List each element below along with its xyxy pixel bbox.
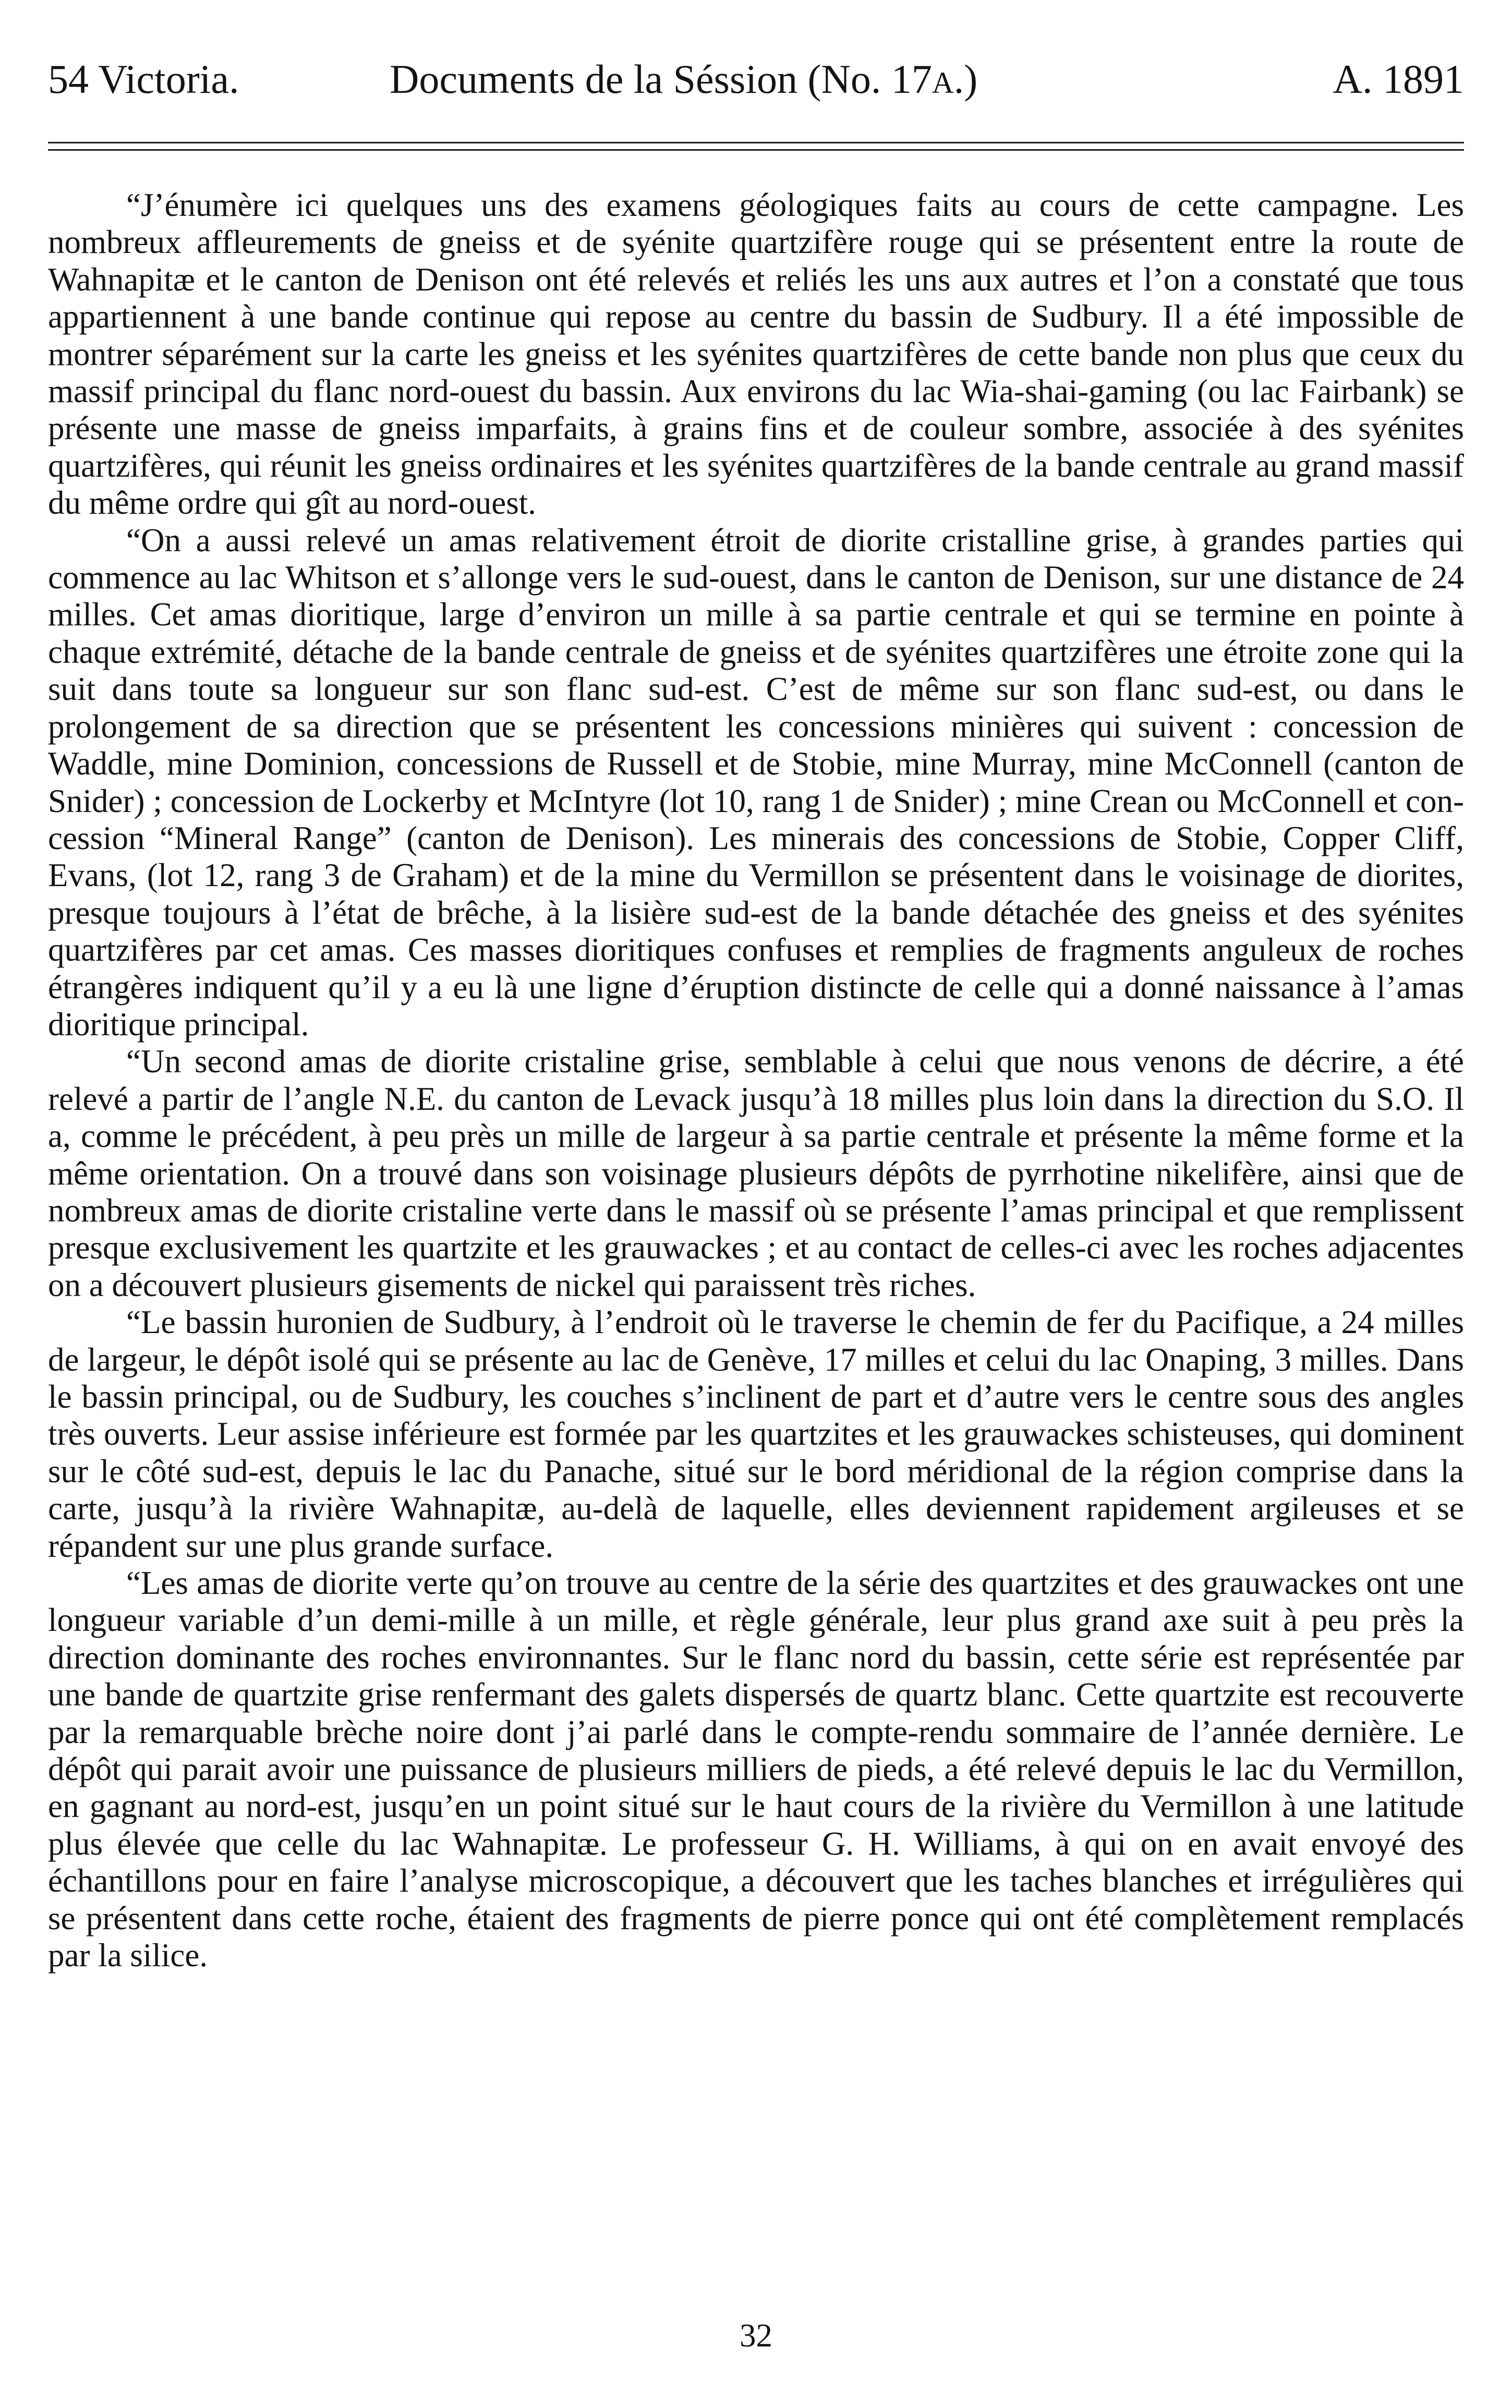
paragraph-second-diorite: “Un second amas de diorite cristaline grise, semblable à celui que nous venons de décrire, a été relevé a partir de l’angle N.E. du canton de Levack jusqu’à 18 milles plus loin dans la direction du S.O. Il a, comme le précédent, à peu près un mille de largeur à sa partie centrale et présente la même forme et la même orientation. On a trouvé dans son voisinage plusieurs dépôts de pyrrhotine nikelifère, ainsi que de nombreux amas de diorite cristaline verte dans le massif où se présente l’amas principal et que remplissent presque exclusivement les quartzite et les grauwackes ; et au contact de celles-ci avec les roches adjacentes on a découvert plusieurs gisements de nickel qui paraissent très riches. — [48, 1043, 1464, 1303]
header-volume: 54 Victoria. — [48, 56, 239, 102]
body-text — [48, 187, 1464, 1975]
paragraph-diorite-amas: “On a aussi relevé un amas relativement étroit de diorite cristalline grise, à grandes parties qui commence au lac Whitson et s’allonge vers le sud-ouest, dans le canton de Denison, sur une distance de 24 milles. Cet amas dioritique, large d’environ un mille à sa partie centrale et qui se termine en pointe à chaque extrémité, détache de la bande centrale de gneiss et de syénites quartzifères une étroite zone qui la suit dans toute sa longueur sur son flanc sud-est. C’est de même sur son flanc sud-est, ou dans le prolongement de sa direction que se présentent les concessions minières qui suivent : concession de Waddle, mine Dominion, concessions de Russell et de Stobie, mine Murray, mine McConnell (canton de Snider) ; concession de Lockerby et McIntyre (lot 10, rang 1 de Snider) ; mine Crean ou McConnell et concession “Mineral Range” (canton de Denison). Les minerais des concessions de Stobie, Copper Cliff, Evans, (lot 12, rang 3 de Graham) et de la mine du Vermillon se présentent dans le voisinage de diorites, presque toujours à l’état de brêche, à la lisière sud-est de la bande détachée des gneiss et des syénites quartzifères par cet amas. Ces masses dioritiques confuses et remplies de fragments anguleux de roches étrangères indiquent qu’il y a eu là une ligne d’éruption distincte de celle qui a donné naissance à l’amas dioritique principal. — [48, 522, 1464, 1043]
header-rule-bottom — [48, 149, 1464, 151]
header-title-close: .) — [953, 56, 978, 102]
header-title-smallcaps: A — [932, 66, 954, 100]
header-rule-top — [48, 142, 1464, 143]
header-title — [390, 48, 977, 114]
page-number: 32 — [740, 2317, 772, 2354]
paragraph-gneiss-syenite: “J’énumère ici quelques uns des examens géologiques faits au cours de cette campagne. Les nombreux affleurements de gneiss et de syénite quartzifère rouge qui se présentent entre la route de Wahnapitæ et le canton de Denison ont été relevés et reliés les uns aux autres et l’on a constaté que tous appartiennent à une bande continue qui repose au centre du bassin de Sudbury. Il a été impossible de montrer séparément sur la carte les gneiss et les syénites quartzifères de cette bande non plus que ceux du massif principal du flanc nord-ouest du bassin. Aux environs du lac Wia-shai-gaming (ou lac Fairbank) se présente une masse de gneiss imparfaits, à grains fins et de couleur sombre, associée à des syénites quartzifères, qui réunit les gneiss ordinaires et les syénites quartzifères de la bande centrale au grand massif du même ordre qui gît au nord-ouest. — [48, 187, 1464, 522]
running-header — [48, 48, 1464, 111]
paragraph-huronian-basin: “Le bassin huronien de Sudbury, à l’endroit où le traverse le chemin de fer du Pacifique, a 24 milles de largeur, le dépôt isolé qui se présente au lac de Genève, 17 milles et celui du lac Onaping, 3 milles. Dans le bassin principal, ou de Sudbury, les couches s’inclinent de part et d’autre vers le centre sous des angles très ouverts. Leur assise inférieure est formée par les quartzites et les grauwackes schisteuses, qui dominent sur le côté sud-est, depuis le lac du Panache, situé sur le bord méridional de la région comprise dans la carte, jusqu’à la rivière Wahnapitæ, au-delà de laquelle, elles deviennent rapidement argileuses et se répandent sur une plus grande surface. — [48, 1304, 1464, 1564]
header-year: A. 1891 — [1333, 56, 1464, 102]
paragraph-green-diorite: “Les amas de diorite verte qu’on trouve au centre de la série des quartzites et des grauwackes ont une longueur variable d’un demi-mille à un mille, et règle générale, leur plus grand axe suit à peu près la direction dominante des roches environnantes. Sur le flanc nord du bassin, cette série est représentée par une bande de quartzite grise renfermant des galets dispersés de quartz blanc. Cette quartzite est recouverte par la remarquable brèche noire dont j’ai parlé dans le compte-rendu sommaire de l’année dernière. Le dépôt qui parait avoir une puissance de plusieurs milliers de pieds, a été relevé depuis le lac du Vermillon, en gagnant au nord-est, jusqu’en un point situé sur le haut cours de la rivière du Vermillon à une latitude plus élevée que celle du lac Wahnapitæ. Le professeur G. H. Williams, à qui on en avait envoyé des échantillons pour en faire l’analyse microscopique, a découvert que les taches blanches et irrégulières qui se présentent dans cette roche, étaient des fragments de pierre ponce qui ont été complètement remplacés par la silice. — [48, 1565, 1464, 1974]
header-title-main: Documents de la Séssion (No. 17 — [390, 56, 932, 102]
